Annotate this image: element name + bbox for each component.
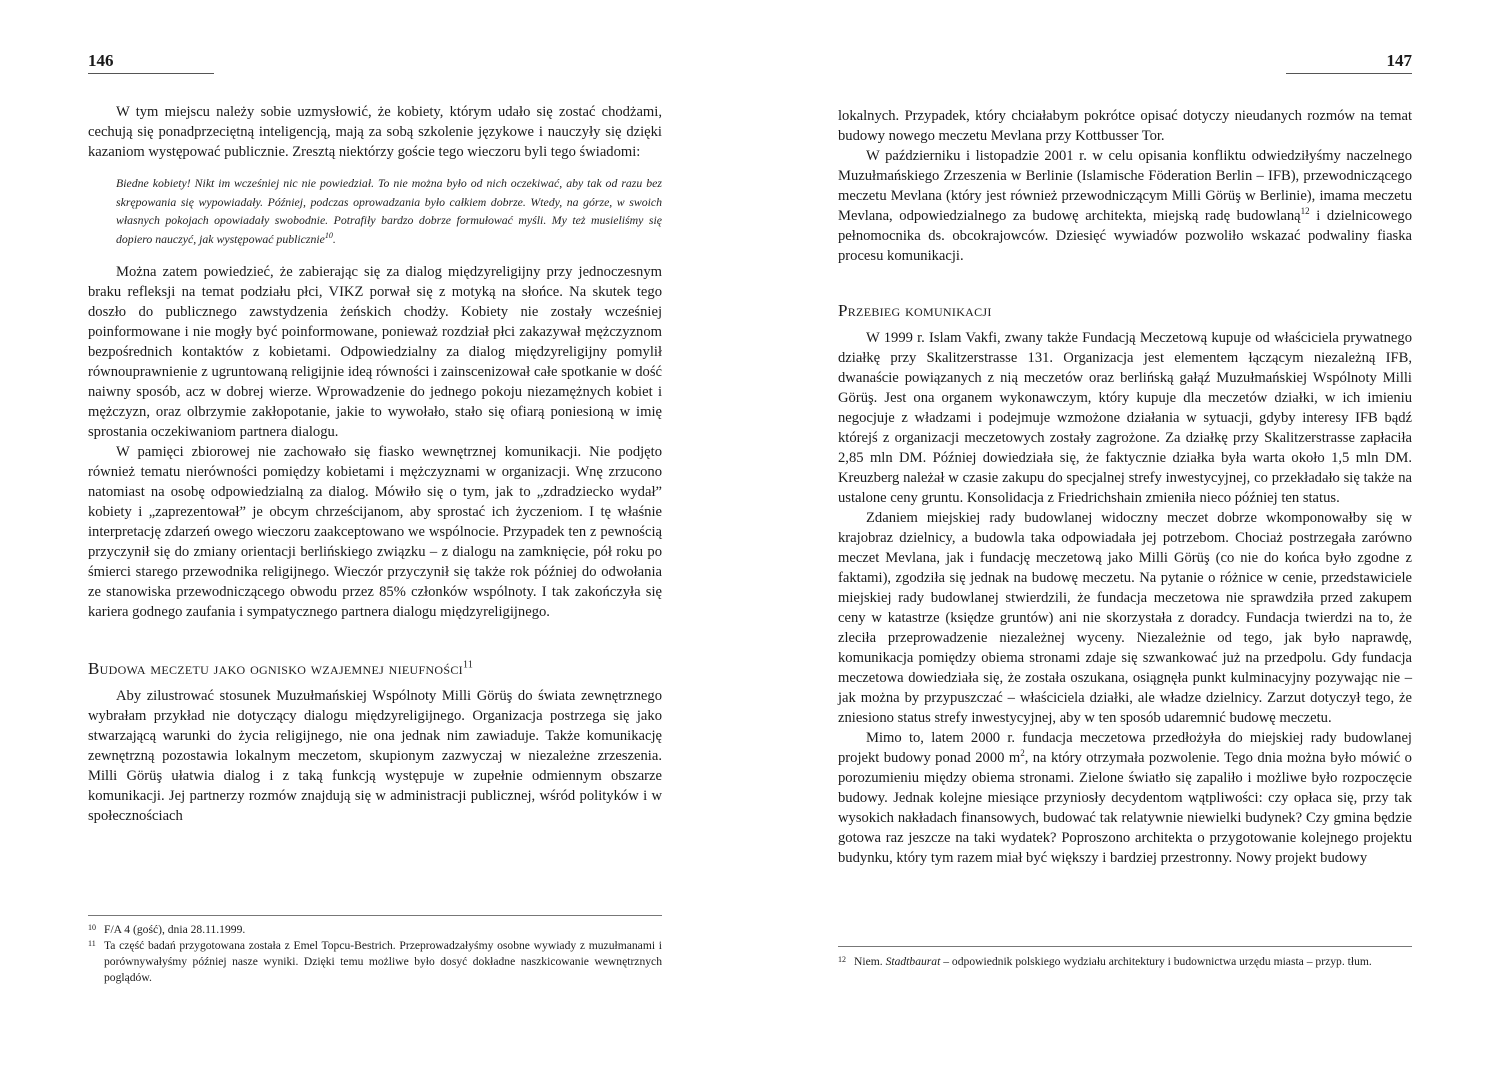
footnote-number: 12 bbox=[838, 955, 846, 964]
footnote-number: 10 bbox=[88, 923, 96, 932]
footnote-number: 11 bbox=[88, 939, 96, 948]
footnote-text: F/A 4 (gość), dnia 28.11.1999. bbox=[104, 923, 246, 936]
quote-text: Biedne kobiety! Nikt im wcześniej nic nie powiedział. To nie można było od nich oczekiwać, aby tak od razu bez skrępowania się wypowiadały. Później, podczas oprowadzania było całkiem dobrze. Wtedy, na górze, w swoich własnych pokojach opowiadały swobodnie. Potrafiły bardzo dobrze formułować myśli. My też musieliśmy się dopiero nauczyć, jak występować publicznie bbox=[116, 176, 662, 246]
paragraph-text: i dzielnicowego pełnomocnika ds. obcokrajowców. Dziesięć wywiadów pozwoliło wskazać podwaliny fiaska procesu komunikacji. bbox=[838, 208, 1412, 264]
paragraph: lokalnych. Przypadek, który chciałabym pokrótce opisać dotyczy nieudanych rozmów na temat budowy nowego meczetu Mevlana przy Kottbusser Tor. bbox=[838, 108, 1412, 144]
left-page bbox=[88, 0, 662, 1072]
section-heading: Przebieg komunikacji bbox=[838, 301, 992, 320]
paragraph: W 1999 r. Islam Vakfi, zwany także Fundacją Meczetową kupuje od właściciela prywatnego działkę przy Skalitzerstrasse 131. Organizacja jest elementem łączącym niezależną IFB, dwanaście powiązanych z nią meczetów oraz berlińską gałąź Muzułmańskiej Wspólnoty Milli Görüş. Jest ona organem wykonawczym, który kupuje dla meczetów działki, w ich imieniu negocjuje z władzami i podejmuje wzmożone działania w sytuacji, gdyby interesy IFB bądź którejś z organizacji meczetowych zostały zagrożone. Za działkę przy Skalitzerstrasse zapłaciła 2,85 mln DM. Później dowiedziała się, że faktycznie działka była warta około 1,5 mln DM. Kreuzberg należał w czasie zakupu do specjalnej strefy inwestycyjnej, co przekładało się także na ustalone ceny gruntu. Konsolidacja z Friedrichshain zmieniła nieco później ten status. bbox=[838, 330, 1412, 506]
section-heading bbox=[88, 658, 662, 680]
block-quote: Biedne kobiety! Nikt im wcześniej nic nie powiedział. To nie można było od nich oczekiwać, aby tak od razu bez skrępowania się wypowiadały. Później, podczas oprowadzania było całkiem dobrze. Wtedy, na górze, w swoich własnych pokojach opowiadały swobodnie. Potrafiły bardzo dobrze formułować myśli. My też musieliśmy się dopiero nauczyć, jak występować publicznie$^{10}$. bbox=[116, 176, 662, 246]
footnote-ref: 11 bbox=[462, 659, 474, 671]
page-body bbox=[88, 102, 662, 826]
footnote-text: Ta część badań przygotowana została z Emel Topcu-Bestrich. Przeprowadzałyśmy osobne wywiady z muzułmanami i porównywałyśmy później nasze wyniki. Dzięki temu możliwe było dosyć dokładne naszkicowanie wewnętrznych poglądów. bbox=[104, 939, 662, 984]
paragraph: W tym miejscu należy sobie uzmysłowić, że kobiety, którym udało się zostać chodżami, cechują się ponadprzeciętną inteligencją, mają za sobą szkolenie językowe i nauczyły się dzięki kazaniom występować publicznie. Zresztą niektórzy goście tego wieczoru byli tego świadomi: bbox=[88, 104, 662, 160]
paragraph: Można zatem powiedzieć, że zabierając się za dialog międzyreligijny przy jednoczesnym braku refleksji na temat podziału płci, VIKZ porwał się z motyką na słońce. Na skutek tego doszło do publicznego zawstydzenia żeńskich chodży. Kobiety nie zostały wcześniej poinformowane i nie mogły być poinformowane, ponieważ rozdział płci zakazywał mężczyznom bezpośrednich kontaktów z kobietami. Odpowiedzialny za dialog międzyreligijny pomylił równouprawnienie z ugruntowaną religijnie ideą równości i zainscenizował całe spotkanie w dość naiwny sposób, acz w dobrej wierze. Wprowadzenie do jednego pokoju niezamężnych kobiet i mężczyzn, oraz olbrzymie zakłopotanie, jakie to wywołało, stało się ofiarą poniesioną w imię sprostania oczekiwaniom partnera dialogu. bbox=[88, 264, 662, 441]
footnotes bbox=[838, 954, 1412, 970]
footnote-text: Niem. bbox=[854, 955, 886, 968]
paragraph: W pamięci zbiorowej nie zachowało się fiasko wewnętrznej komunikacji. Nie podjęto również tematu nierówności pomiędzy kobietami i mężczyznami w organizacji. Wnę zrzucono natomiast na osobę odpowiedzialną za dialog. Mówiło się o tym, jak to „zdradziecko wydał” kobiety i „zaprezentował” je obcym chrześcijanom, aby sprostać ich życzeniom. I tę właśnie interpretację zdarzeń owego wieczoru zaakceptowano we wspólnocie. Przypadek ten z pewnością przyczynił się do zmiany orientacji berlińskiego związku – z dialogu na zamknięcie, pół roku po śmierci starego przewodnika religijnego. Wieczór przyczynił się także rok później do odwołania ze stanowiska przewodniczącego obwodu przez 85% członków wspólnoty. I tak zakończyła się kariera godnego zaufania i sympatycznego partnera dialogu międzyreligijnego. bbox=[88, 444, 662, 621]
heading-text: Budowa meczetu jako ognisko wzajemnej nieufności bbox=[88, 659, 463, 679]
paragraph-text: , na który otrzymała pozwolenie. Tego dnia można było mówić o porozumieniu między obiema stronami. Zielone światło się zapaliło i możliwe było rozpoczęcie budowy. Jednak kolejne miesiące przyniosły decydentom wątpliwości: czy opłaca się, przy tak wysokich nakładach finansowych, budować tak relatywnie niewielki budynek? Czy gmina będzie gotowa raz jeszcze na taki wydatek? Poproszono architekta o przygotowanie kolejnego projektu budynku, który tym razem miał być większy i bardziej przestronny. Nowy projekt budowy bbox=[838, 750, 1412, 866]
paragraph: Zdaniem miejskiej rady budowlanej widoczny meczet dobrze wkomponowałby się w krajobraz dzielnicy, a budowla taka odpowiadała jej potrzebom. Chociaż postrzegała zarówno meczet Mevlana, jak i fundację meczetową jako Milli Görüş (co nie do końca było zgodne z faktami), zgodziła się jednak na budowę meczetu. Na pytanie o różnice w cenie, przedstawiciele miejskiej rady budowlanej stwierdzili, że fundacja meczetowa nie sprawdziła przed zakupem ceny w katastrze (księdze gruntów) ani nie skorzystała z doradcy. Fundacja twierdzi na to, że zleciła przeprowadzenie niezależnej wyceny. Niezależnie od tego, jak było naprawdę, komunikacja pomiędzy obiema stronami zdaje się szwankować już na przedpolu. Gdy fundacja meczetowa dowiedziała się, że została oszukana, osiągnęła punkt kulminacyjny pozywając nie – jak można by przypuszczać – właściciela działki, ale władze dzielnicy. Zarzut dotyczył tego, że zniesiono status strefy inwestycyjnej, aby w ten sposób udaremnić budowę meczetu. bbox=[838, 510, 1412, 726]
paragraph: Aby zilustrować stosunek Muzułmańskiej Wspólnoty Milli Görüş do świata zewnętrznego wybrałam przykład nie dotyczący dialogu międzyreligijnego. Organizacja postrzega się jako stwarzającą warunki do życia religijnego, nie ona jednak nim zawiaduje. Także komunikację zewnętrzną pozostawia lokalnym meczetom, skupionym zazwyczaj w niezależne zrzeszenia. Milli Görüş ułatwia dialog i z taką funkcją występuje w zupełnie odmiennym obszarze komunikacji. Jej partnerzy rozmów znajdują się w administracji publicznej, wśród polityków i w społecznościach bbox=[88, 688, 662, 825]
footnote bbox=[88, 938, 662, 986]
footnote-ref: 10 bbox=[324, 230, 333, 240]
footnote-text: – odpowiednik polskiego wydziału architektury i budownictwa urzędu miasta – przyp. tłum. bbox=[940, 955, 1372, 968]
paragraph-text: Mimo to, latem 2000 r. fundacja meczetowa przedłożyła do miejskiej rady budowlanej projekt budowy ponad 2000 m bbox=[838, 730, 1412, 766]
page-body bbox=[838, 106, 1412, 868]
paragraph-text: W październiku i listopadzie 2001 r. w celu opisania konfliktu odwiedziłyśmy naczelnego Muzułmańskiego Zrzeszenia w Berlinie (Islamische Föderation Berlin – IFB), przewodniczącego meczetu Mevlana (który jest również przewodniczącym Milli Görüş w Berlinie), imama meczetu Mevlana, odpowiedzialnego za budowę architekta, miejską radę budowlaną bbox=[838, 148, 1412, 224]
footnote-rule bbox=[838, 946, 1412, 947]
superscript: 2 bbox=[1020, 748, 1025, 759]
paragraph bbox=[838, 146, 1412, 266]
footnote bbox=[838, 954, 1412, 970]
footnote-rule bbox=[88, 915, 662, 916]
page-number: 147 bbox=[1286, 50, 1412, 74]
footnote-term: Stadtbaurat bbox=[885, 955, 941, 968]
paragraph bbox=[838, 728, 1412, 868]
footnotes bbox=[88, 922, 662, 986]
page-number: 146 bbox=[88, 50, 214, 74]
footnote bbox=[88, 922, 662, 938]
right-page bbox=[838, 0, 1412, 1072]
footnote-ref: 12 bbox=[1300, 206, 1310, 217]
